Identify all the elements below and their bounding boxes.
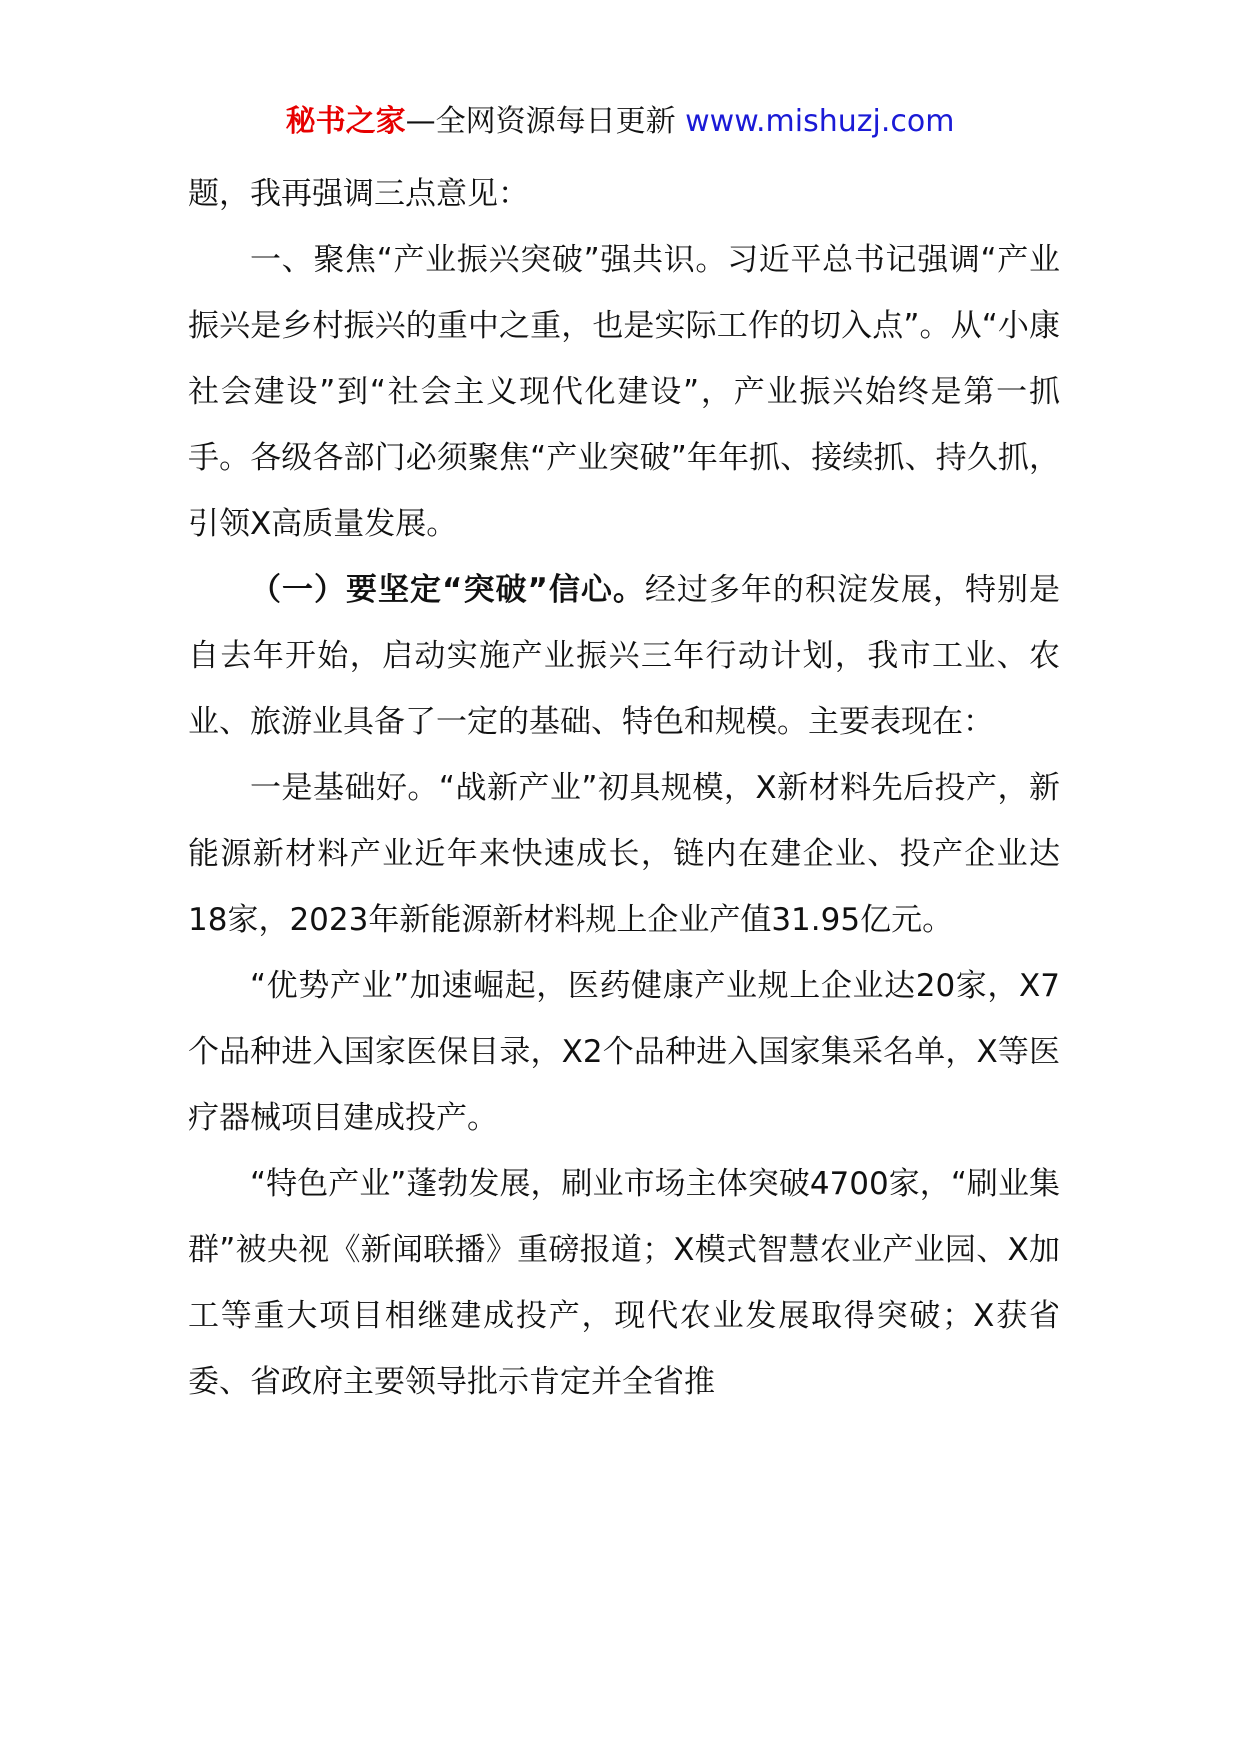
paragraph-section-one: 一、聚焦“产业振兴突破”强共识。习近平总书记强调“产业振兴是乡村振兴的重中之重，也是实际工作的切入点”。从“小康社会建设”到“社会主义现代化建设”，产业振兴始终是第一抓手。各级各部门必须聚焦“产业突破”年年抓、接续抓、持久抓，引领X高质量发展。 xyxy=(188,242,1060,542)
subsection-text: 经过多年的积淀发展，特别是自去年开始，启动实施产业振兴三年行动计划，我市工业、农业、旅游业具备了一定的基础、特色和规模。主要表现在： xyxy=(188,572,1061,740)
paragraph-point-one: 一是基础好。“战新产业”初具规模，X新材料先后投产，新能源新材料产业近年来快速成长，链内在建企业、投产企业达18家，2023年新能源新材料规上企业产值31.95亿元。 xyxy=(188,770,1060,938)
paragraph-advantage-industry: “优势产业”加速崛起，医药健康产业规上企业达20家，X7个品种进入国家医保目录，X2个品种进入国家集采名单，X等医疗器械项目建成投产。 xyxy=(188,968,1060,1136)
paragraph-subsection-one xyxy=(188,557,1060,755)
header-slogan: —全网资源每日更新 xyxy=(405,104,676,139)
subsection-heading: （一）要坚定“突破”信心。 xyxy=(250,572,645,608)
paragraph-continuation: 题，我再强调三点意见： xyxy=(188,176,529,212)
site-url-link[interactable]: www.mishuzj.com xyxy=(685,104,955,139)
document-body xyxy=(188,161,1060,1415)
brand-name: 秘书之家 xyxy=(285,104,406,139)
paragraph-characteristic-industry: “特色产业”蓬勃发展，刷业市场主体突破4700家，“刷业集群”被央视《新闻联播》重磅报道；X模式智慧农业产业园、X加工等重大项目相继建成投产，现代农业发展取得突破；X获省委、省政府主要领导批示肯定并全省推 xyxy=(188,1166,1060,1400)
site-header xyxy=(0,100,1240,144)
